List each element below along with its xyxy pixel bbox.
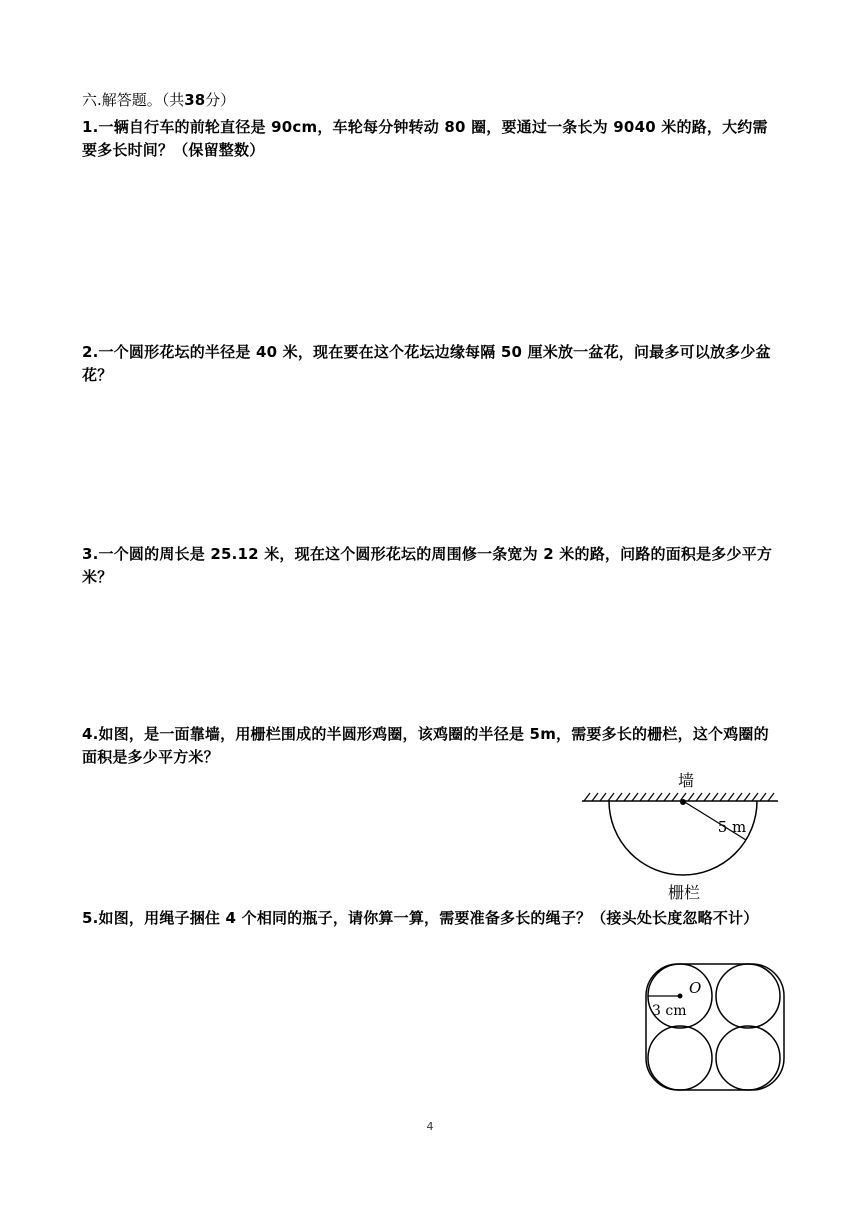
question-2: 2.一个圆形花坛的半径是 40 米，现在要在这个花坛边缘每隔 50 厘米放一盆花，问最多可以放多少盆花？ [82, 343, 771, 384]
question-1: 1.一辆自行车的前轮直径是 90cm，车轮每分钟转动 80 圈，要通过一条长为 9040 米的路，大约需要多长时间？（保留整数） [82, 118, 768, 159]
section-title-end: 分） [205, 91, 236, 109]
section-title-text: 六.解答题。（共 [82, 91, 185, 109]
bottle-circle [648, 1026, 712, 1090]
center-dot [680, 799, 686, 805]
question-3: 3.一个圆的周长是 25.12 米，现在这个圆形花坛的周围修一条宽为 2 米的路，问路的面积是多少平方米？ [82, 545, 773, 586]
four-bottles-figure [640, 958, 790, 1096]
fence-label: 栅栏 [667, 883, 701, 902]
wall-hatching [584, 793, 774, 801]
wall-label: 墙 [677, 771, 695, 790]
center-dot [678, 994, 683, 999]
bottle-circle [716, 1026, 780, 1090]
page-number: 4 [426, 1120, 434, 1133]
question-4: 4.如图，是一面靠墙，用栅栏围成的半圆形鸡圈，该鸡圈的半径是 5m，需要多长的栅栏，这个鸡圈的面积是多少平方米？ [82, 725, 769, 766]
center-label: O [689, 979, 702, 997]
radius-label: 3 cm [652, 1003, 687, 1019]
wall-semicircle-figure [576, 766, 782, 904]
section-points: 38 [184, 91, 206, 109]
section-title [82, 89, 235, 111]
bottle-circle [716, 964, 780, 1028]
fence-semicircle [609, 801, 757, 875]
question-5: 5.如图，用绳子捆住 4 个相同的瓶子，请你算一算，需要准备多长的绳子？（接头处长度忽略不计） [82, 909, 759, 927]
rope-outline [646, 964, 784, 1090]
radius-label: 5 m [717, 818, 747, 836]
